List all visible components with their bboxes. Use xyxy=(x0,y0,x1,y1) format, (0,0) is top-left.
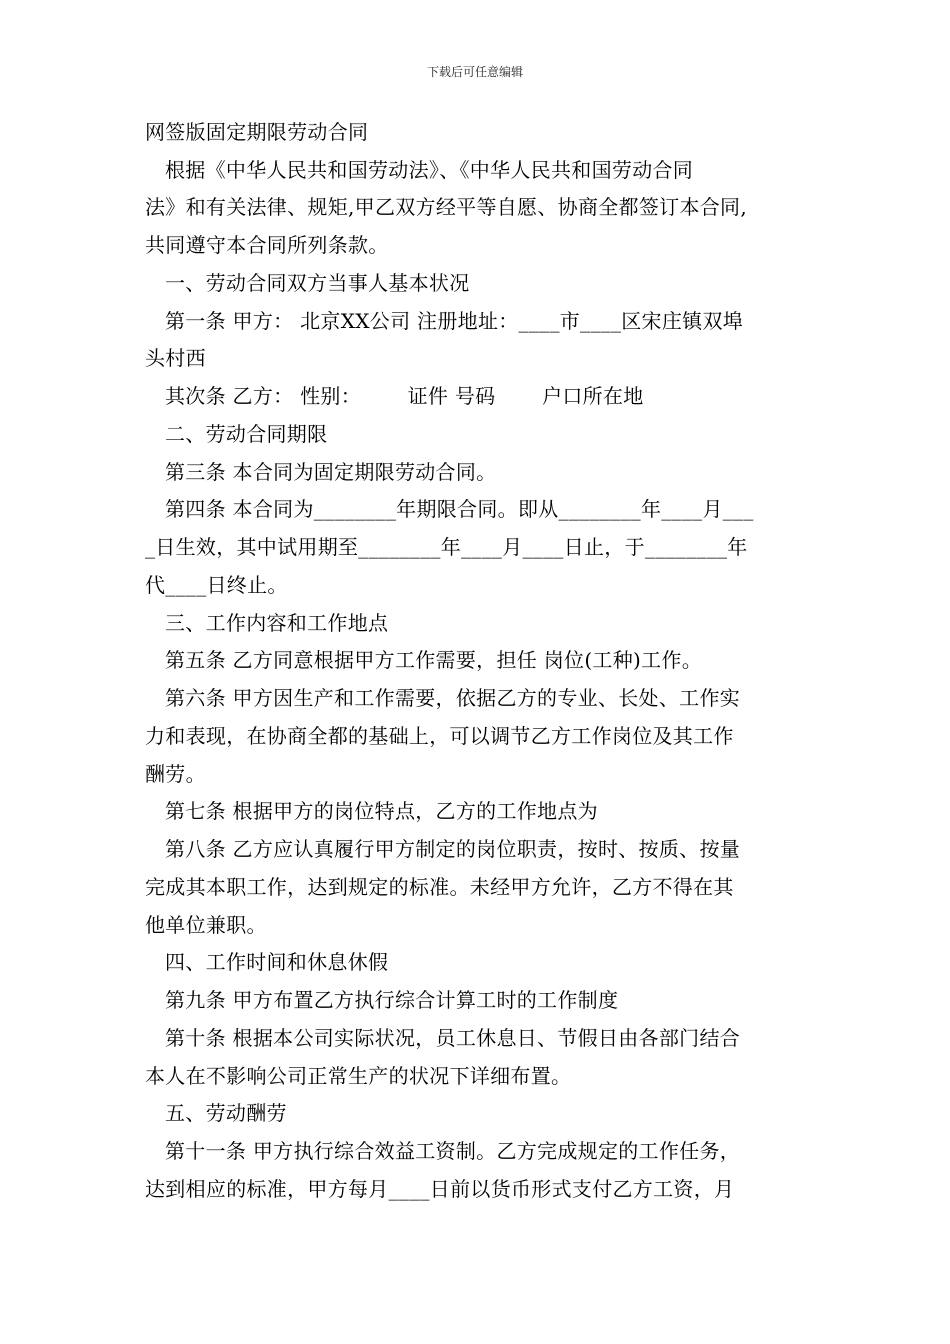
paragraph-line: 他单位兼职。 xyxy=(145,913,267,937)
paragraph-line: 第十条 根据本公司实际状况，员工休息日、节假日由各部门结合 xyxy=(165,1026,741,1050)
paragraph-line: 第八条 乙方应认真履行甲方制定的岗位职责，按时、按质、按量 xyxy=(165,837,741,861)
paragraph-line: 力和表现，在协商全都的基础上，可以调节乙方工作岗位及其工作 xyxy=(145,724,734,748)
paragraph-line: 头村西 xyxy=(145,346,206,370)
paragraph-line: 第六条 甲方因生产和工作需要，依据乙方的专业、长处、工作实 xyxy=(165,686,741,710)
paragraph-line: 代____日终止。 xyxy=(145,573,288,597)
paragraph-line: 第九条 甲方布置乙方执行综合计算工时的工作制度 xyxy=(165,988,619,1012)
paragraph-line: 酬劳。 xyxy=(145,762,206,786)
section-heading: 一、劳动合同双方当事人基本状况 xyxy=(165,271,470,295)
paragraph-line: 法》和有关法律、规矩,甲乙双方经平等自愿、协商全都签订本合同, xyxy=(145,195,748,219)
paragraph-line: 本人在不影响公司正常生产的状况下详细布置。 xyxy=(145,1064,572,1088)
paragraph-line: 根据《中华人民共和国劳动法》、《中华人民共和国劳动合同 xyxy=(165,158,694,182)
page-header: 下载后可任意编辑 xyxy=(426,65,523,79)
section-heading: 三、工作内容和工作地点 xyxy=(165,611,389,635)
paragraph-line: 第五条 乙方同意根据甲方工作需要，担任 岗位(工种)工作。 xyxy=(165,648,703,672)
paragraph-line: _日生效，其中试用期至________年____月____日止，于________年 xyxy=(145,535,748,559)
section-heading: 四、工作时间和休息休假 xyxy=(165,950,389,974)
paragraph-line: 共同遵守本合同所列条款。 xyxy=(145,233,389,257)
paragraph-line: 第十一条 甲方执行综合效益工资制。乙方完成规定的工作任务， xyxy=(165,1139,741,1163)
document-title: 网签版固定期限劳动合同 xyxy=(145,120,369,144)
paragraph-line: 第一条 甲方： 北京XX公司 注册地址：____市____区宋庄镇双埠 xyxy=(165,309,744,333)
paragraph-line: 完成其本职工作，达到规定的标准。未经甲方允许，乙方不得在其 xyxy=(145,875,734,899)
section-heading: 二、劳动合同期限 xyxy=(165,422,328,446)
section-heading: 五、劳动酬劳 xyxy=(165,1101,287,1125)
paragraph-line: 第七条 根据甲方的岗位特点，乙方的工作地点为 xyxy=(165,799,598,823)
paragraph-line: 第四条 本合同为________年期限合同。即从________年____月___ xyxy=(165,497,754,521)
paragraph-line: 第三条 本合同为固定期限劳动合同。 xyxy=(165,460,497,484)
paragraph-line: 达到相应的标准，甲方每月____日前以货币形式支付乙方工资，月 xyxy=(145,1177,735,1201)
paragraph-line: 其次条 乙方： 性别： 证件 号码 户口所在地 xyxy=(165,384,644,408)
